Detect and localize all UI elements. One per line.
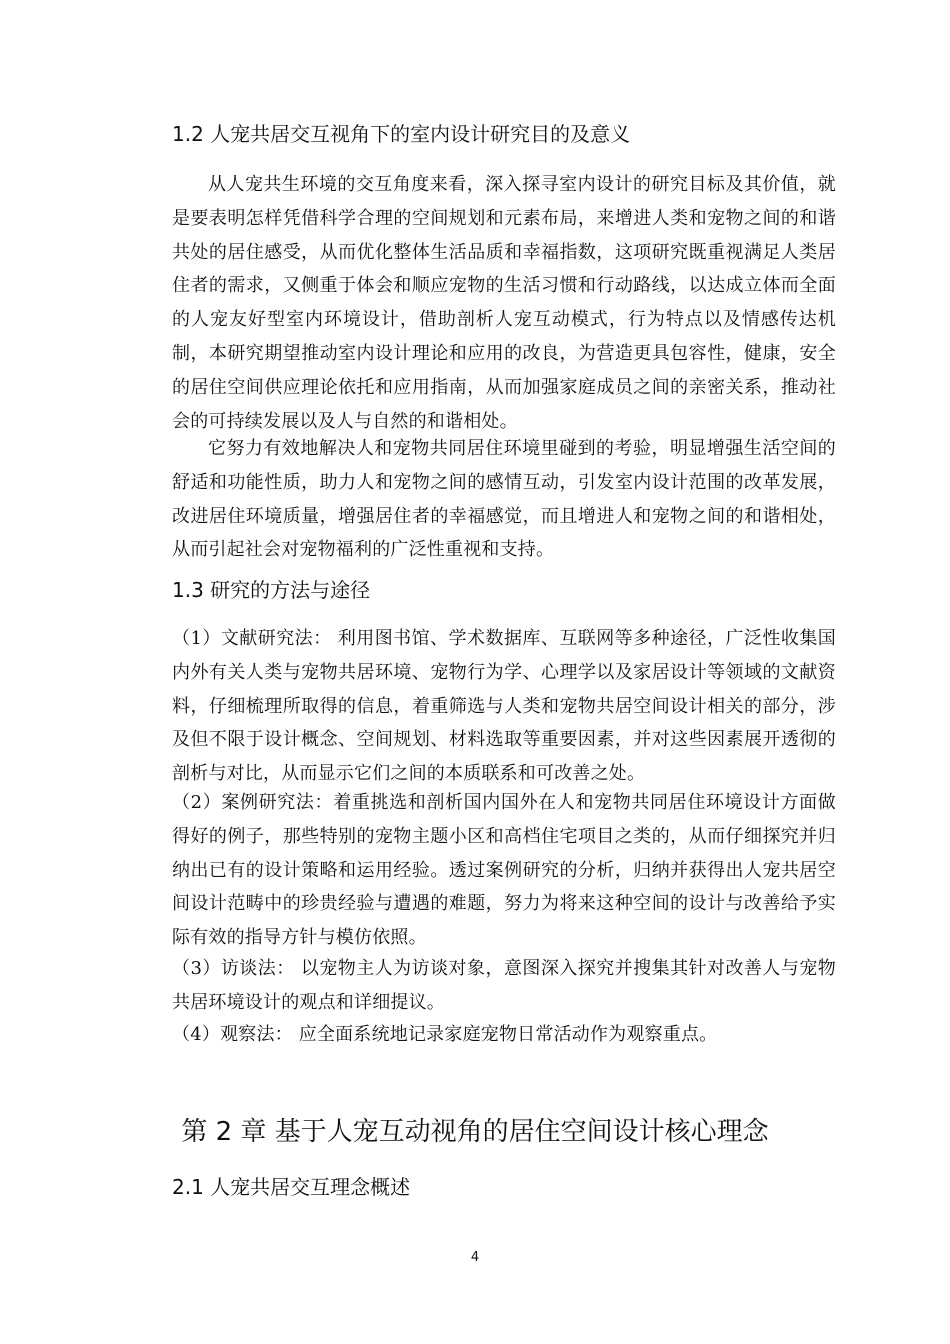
- chapter-2-title: 第 2 章 基于人宠互动视角的居住空间设计核心理念: [181, 1117, 769, 1147]
- section-heading-1-2: 1.2 人宠共居交互视角下的室内设计研究目的及意义: [172, 122, 631, 146]
- method-interview: （3）访谈法： 以宠物主人为访谈对象，意图深入探究并搜集其针对改善人与宠物共居环境设计的观点和详细提议。: [172, 958, 836, 1013]
- section-heading-1-3: 1.3 研究的方法与途径: [172, 578, 371, 602]
- method-literature-research: （1）文献研究法： 利用图书馆、学术数据库、互联网等多种途径，广泛性收集国内外有关人类与宠物共居环境、宠物行为学、心理学以及家居设计等领域的文献资料，仔细梳理所取得的信息，着重筛选与人类和宠物共居空间设计相关的部分，涉及但不限于设计概念、空间规划、材料选取等重要因素，并对这些因素展开透彻的剖析与对比，从而显示它们之间的本质联系和可改善之处。: [172, 628, 836, 785]
- method-observation: （4）观察法： 应全面系统地记录家庭宠物日常活动作为观察重点。: [172, 1024, 718, 1045]
- method-case-study: （2）案例研究法：着重挑选和剖析国内国外在人和宠物共同居住环境设计方面做得好的例子，那些特别的宠物主题小区和高档住宅项目之类的，从而仔细探究并归纳出已有的设计策略和运用经验。透过案例研究的分析，归纳并获得出人宠共居空间设计范畴中的珍贵经验与遭遇的难题，努力为将来这种空间的设计与改善给予实际有效的指导方针与模仿依照。: [172, 792, 836, 949]
- section-heading-2-1: 2.1 人宠共居交互理念概述: [172, 1175, 411, 1199]
- paragraph-significance: 它努力有效地解决人和宠物共同居住环境里碰到的考验，明显增强生活空间的舒适和功能性质，助力人和宠物之间的感情互动，引发室内设计范围的改革发展，改进居住环境质量，增强居住者的幸福感觉，而且增进人和宠物之间的和谐相处，从而引起社会对宠物福利的广泛性重视和支持。: [172, 438, 836, 561]
- page-number: 4: [470, 1250, 480, 1265]
- paragraph-purpose: 从人宠共生环境的交互角度来看，深入探寻室内设计的研究目标及其价值，就是要表明怎样凭借科学合理的空间规划和元素布局，来增进人类和宠物之间的和谐共处的居住感受，从而优化整体生活品质和幸福指数，这项研究既重视满足人类居住者的需求，又侧重于体会和顺应宠物的生活习惯和行动路线，以达成立体而全面的人宠友好型室内环境设计，借助剖析人宠互动模式，行为特点以及情感传达机制，本研究期望推动室内设计理论和应用的改良，为营造更具包容性，健康，安全的居住空间供应理论依托和应用指南，从而加强家庭成员之间的亲密关系，推动社会的可持续发展以及人与自然的和谐相处。: [172, 174, 836, 432]
